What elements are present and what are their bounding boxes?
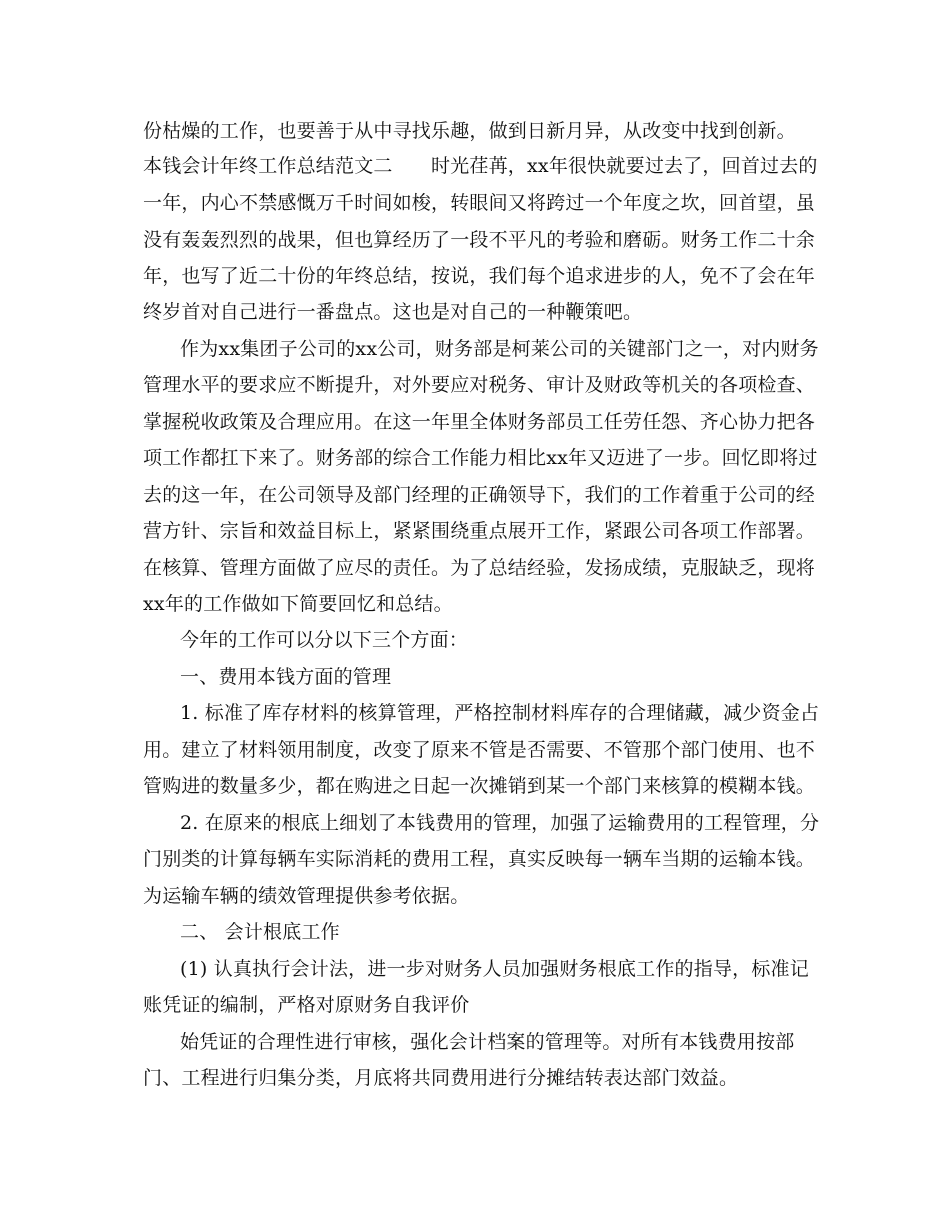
text-line: 一年，内心不禁感慨万千时间如梭，转眼间又将跨过一个年度之坎，回首望，虽	[143, 192, 816, 214]
heading-line: 一、费用本钱方面的管理	[180, 666, 392, 688]
heading-line: 二、 会计根底工作	[180, 921, 340, 943]
text-line: 门别类的计算每辆车实际消耗的费用工程，真实反映每一辆车当期的运输本钱。	[143, 848, 816, 870]
text-line: 份枯燥的工作，也要善于从中寻找乐趣，做到日新月异，从改变中找到创新。	[143, 120, 796, 142]
paragraph-start-line: 2. 在原来的根底上细划了本钱费用的管理，加强了运输费用的工程管理，分	[180, 812, 820, 834]
text-line: 在核算、管理方面做了应尽的责任。为了总结经验，发扬成绩，克服缺乏，现将	[143, 557, 816, 579]
text-line: 用。建立了材料领用制度，改变了原来不管是否需要、不管那个部门使用、也不	[143, 739, 816, 761]
text-line: 为运输车辆的绩效管理提供参考依据。	[143, 885, 470, 907]
paragraph-start-line: 1. 标准了库存材料的核算管理，严格控制材料库存的合理储藏，减少资金占	[180, 702, 820, 724]
paragraph-start-line: 始凭证的合理性进行审核，强化会计档案的管理等。对所有本钱费用按部	[180, 1031, 795, 1053]
text-line: 门、工程进行归集分类，月底将共同费用进行分摊结转表达部门效益。	[143, 1067, 739, 1089]
text-line: 管理水平的要求应不断提升，对外要应对税务、审计及财政等机关的各项检查、	[143, 374, 816, 396]
text-line: 营方针、宗旨和效益目标上，紧紧围绕重点展开工作，紧跟公司各项工作部署。	[143, 520, 816, 542]
section-title-line: 本钱会计年终工作总结范文二 时光荏苒，xx年很快就要过去了，回首过去的	[143, 155, 818, 177]
paragraph-start-line: (1) 认真执行会计法，进一步对财务人员加强财务根底工作的指导，标准记	[180, 958, 809, 980]
text-line: 没有轰轰烈烈的战果，但也算经历了一段不平凡的考验和磨砺。财务工作二十余	[143, 229, 816, 251]
text-line: 掌握税收政策及合理应用。在这一年里全体财务部员工任劳任怨、齐心协力把各	[143, 411, 816, 433]
text-line: 去的这一年，在公司领导及部门经理的正确领导下，我们的工作着重于公司的经	[143, 484, 816, 506]
text-line: 终岁首对自己进行一番盘点。这也是对自己的一种鞭策吧。	[143, 301, 643, 323]
text-line: 年，也写了近二十份的年终总结，按说，我们每个追求进步的人，免不了会在年	[143, 265, 816, 287]
paragraph-start-line: 今年的工作可以分以下三个方面：	[180, 629, 469, 651]
text-line: 账凭证的编制，严格对原财务自我评价	[143, 994, 470, 1016]
paragraph-start-line: 作为xx集团子公司的xx公司，财务部是柯莱公司的关键部门之一，对内财务	[180, 338, 819, 360]
text-line: 管购进的数量多少，都在购进之日起一次摊销到某一个部门来核算的模糊本钱。	[143, 775, 816, 797]
text-line: xx年的工作做如下简要回忆和总结。	[143, 593, 453, 615]
text-line: 项工作都扛下来了。财务部的综合工作能力相比xx年又迈进了一步。回忆即将过	[143, 447, 818, 469]
